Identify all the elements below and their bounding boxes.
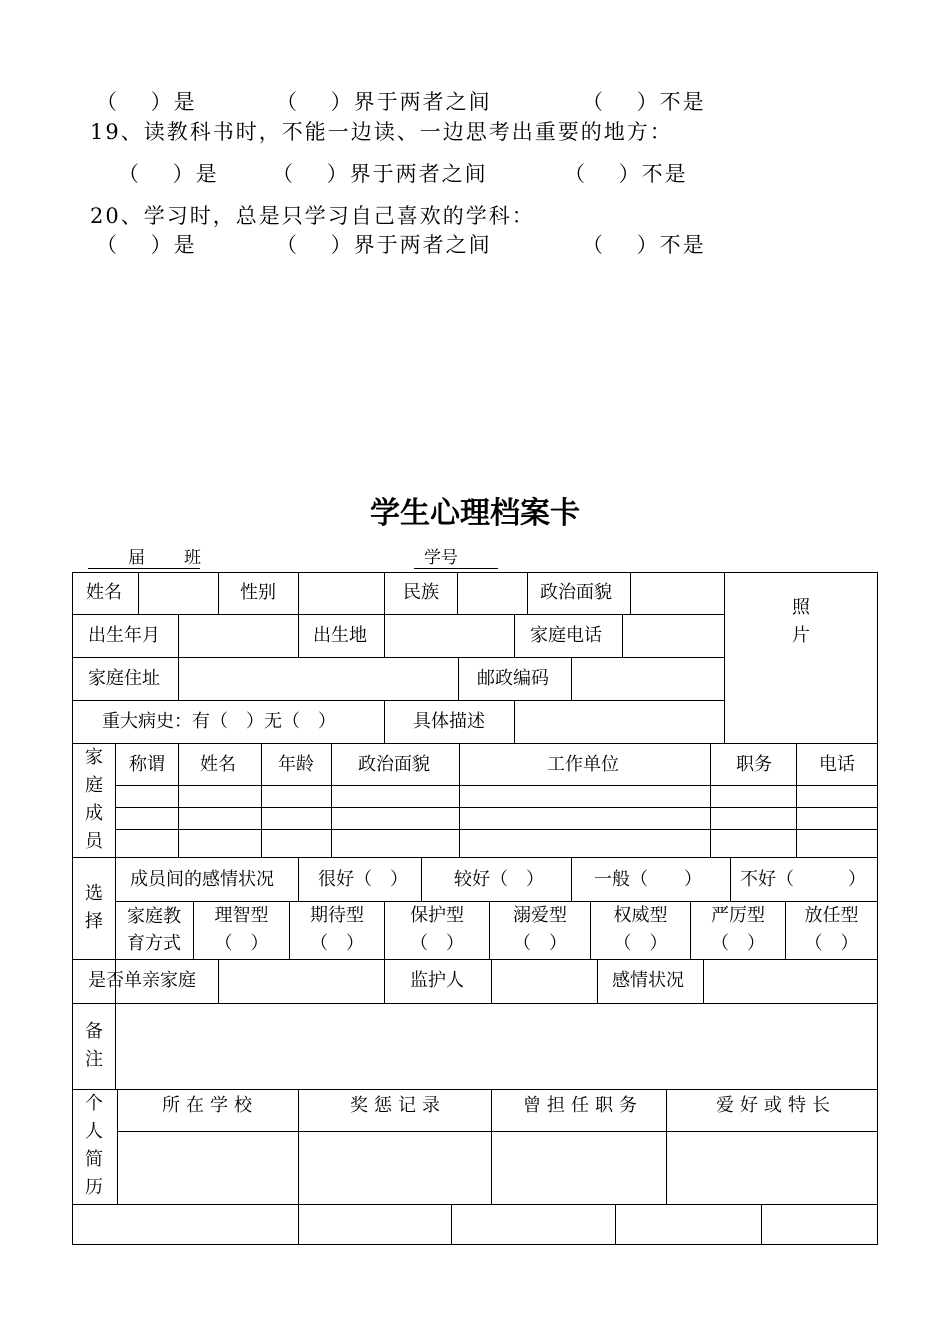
birthplace-field[interactable] — [386, 616, 512, 656]
resume-header-positions: 曾担任职务 — [523, 1095, 643, 1116]
relation-average[interactable]: 一般（ ） — [594, 869, 702, 890]
q20-option-between[interactable]: （ ）界于两者之间 — [276, 233, 492, 257]
medical-history-label[interactable]: 重大病史：有（ ）无（ ） — [102, 711, 336, 732]
family-header-workplace: 工作单位 — [547, 754, 619, 775]
family-header-political: 政治面貌 — [358, 754, 430, 775]
q19-option-between[interactable]: （ ）界于两者之间 — [272, 162, 488, 186]
guardian-field[interactable] — [493, 961, 595, 1001]
remarks-field[interactable] — [117, 1005, 875, 1087]
q18-option-yes[interactable]: （ ）是 — [96, 90, 197, 114]
home-address-field[interactable] — [180, 659, 456, 699]
single-parent-field[interactable] — [220, 961, 382, 1001]
relation-very-good[interactable]: 很好（ ） — [318, 869, 408, 890]
postal-code-field[interactable] — [573, 659, 722, 699]
card-title: 学生心理档案卡 — [370, 496, 580, 531]
name-field[interactable] — [140, 574, 216, 612]
edu-strict[interactable]: 严厉型 （ ） — [711, 905, 765, 954]
ethnicity-label: 民族 — [403, 582, 439, 603]
political-status-label: 政治面貌 — [540, 582, 612, 603]
political-status-field[interactable] — [632, 574, 722, 612]
home-address-label: 家庭住址 — [88, 668, 160, 689]
edu-protective[interactable]: 保护型 （ ） — [410, 905, 464, 954]
edu-permissive[interactable]: 放任型 （ ） — [804, 905, 859, 954]
emotion-label: 感情状况 — [612, 970, 684, 991]
q19-option-no[interactable]: （ ）不是 — [564, 162, 688, 186]
q18-option-no[interactable]: （ ）不是 — [582, 90, 706, 114]
q20-option-no[interactable]: （ ）不是 — [582, 233, 706, 257]
family-header-phone: 电话 — [819, 754, 855, 775]
guardian-label: 监护人 — [410, 970, 464, 991]
education-style-label-line1: 家庭教 — [127, 906, 181, 927]
relation-label: 成员间的感情状况 — [130, 869, 274, 890]
postal-code-label: 邮政编码 — [477, 668, 549, 689]
single-parent-label: 是否单亲家庭 — [88, 970, 196, 991]
q19-text: 19、读教科书时，不能一边读、一边思考出重要的地方： — [90, 120, 673, 144]
family-header-age: 年龄 — [278, 754, 314, 775]
home-phone-label: 家庭电话 — [530, 625, 602, 646]
q19-option-yes[interactable]: （ ）是 — [118, 162, 219, 186]
remarks-label: 备注 — [85, 1021, 103, 1070]
edu-expectant[interactable]: 期待型 （ ） — [310, 905, 364, 954]
q20-text: 20、学习时，总是只学习自己喜欢的学科： — [90, 204, 535, 228]
q18-option-between[interactable]: （ ）界于两者之间 — [276, 90, 492, 114]
name-label: 姓名 — [86, 582, 122, 603]
resume-header-hobbies: 爱好或特长 — [716, 1095, 836, 1116]
birth-date-label: 出生年月 — [88, 625, 160, 646]
grade-label: 届 — [128, 548, 145, 568]
resume-label: 个人简历 — [85, 1093, 103, 1198]
gender-label: 性别 — [240, 582, 276, 603]
education-style-label-line2: 育方式 — [127, 933, 181, 954]
family-header-title: 称谓 — [129, 754, 165, 775]
ethnicity-field[interactable] — [459, 574, 525, 612]
student-no-label: 学号 — [424, 548, 458, 568]
q20-option-yes[interactable]: （ ）是 — [96, 233, 197, 257]
emotion-field[interactable] — [705, 961, 875, 1001]
class-label: 班 — [184, 548, 201, 568]
gender-field[interactable] — [300, 574, 382, 612]
family-header-name: 姓名 — [200, 754, 236, 775]
birthplace-label: 出生地 — [313, 625, 367, 646]
home-phone-field[interactable] — [624, 616, 722, 656]
birth-date-field[interactable] — [180, 616, 296, 656]
photo-area[interactable]: 照片 — [792, 597, 810, 646]
description-label: 具体描述 — [413, 711, 485, 732]
edu-authoritative[interactable]: 权威型 （ ） — [613, 905, 668, 954]
select-label: 选择 — [85, 883, 103, 932]
edu-rational[interactable]: 理智型 （ ） — [214, 905, 269, 954]
relation-poor[interactable]: 不好（ ） — [740, 869, 866, 890]
resume-header-school: 所在学校 — [162, 1095, 258, 1116]
edu-doting[interactable]: 溺爱型 （ ） — [513, 905, 567, 954]
family-members-label: 家庭成员 — [85, 747, 103, 852]
relation-good[interactable]: 较好（ ） — [454, 869, 544, 890]
family-header-position: 职务 — [736, 754, 772, 775]
resume-header-awards: 奖惩记录 — [350, 1095, 446, 1116]
description-field[interactable] — [516, 702, 722, 742]
